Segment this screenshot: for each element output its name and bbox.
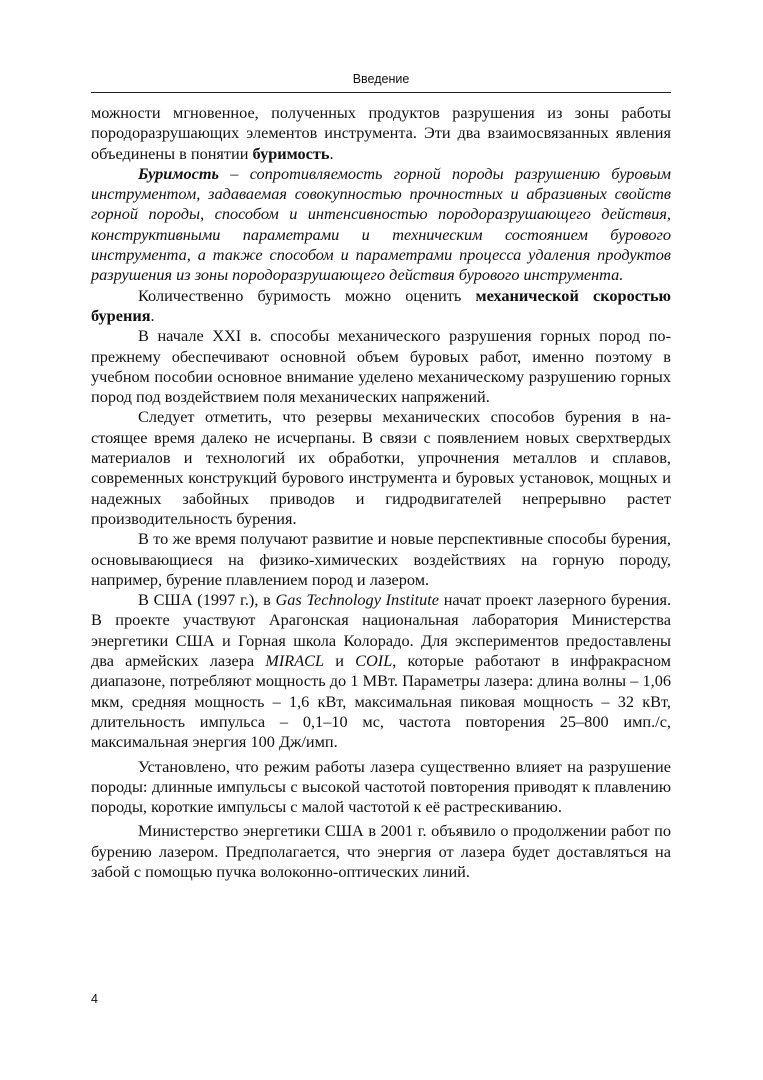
paragraph-3 — [91, 286, 671, 327]
paragraph-7-text-a: В США (1997 г.), в — [138, 590, 276, 610]
page-number: 4 — [91, 992, 98, 1006]
paragraph-6: В то же время получают развитие и новые перспективные способы бурения, основывающиеся на физико-химических воздействиях на горную породу, например, бурение плавлением пород и лазером. — [91, 529, 671, 589]
definition-term: Буримость — [138, 163, 219, 183]
header-rule — [91, 92, 671, 93]
laser-coil: COIL — [355, 651, 393, 671]
paragraph-3-end: . — [150, 305, 155, 325]
body-text — [91, 103, 671, 882]
running-header: Введение — [352, 72, 410, 86]
paragraph-3-text: Количественно буримость можно оценить — [138, 285, 476, 305]
definition-text: – сопротивляемость горной породы разрушению буровым инструментом, задаваемая совокупностью прочностных и абразивных свойств горной породы, способом и интенсивностью породоразрушающего действия, конструктивными параметрами и техническим состоянием бурового инструмента, а также способом и параметрами процесса удаления продуктов разрушения из зоны породоразрушающего действия бурового инструмента. — [91, 163, 671, 285]
paragraph-5: Следует отметить, что резервы механических способов бурения в настоящее время далеко не исчерпаны. В связи с появлением новых сверхтвердых материалов и технологий их обработки, упрочнения металлов и сплавов, современных конструкций бурового инструмента и буровых установок, мощных и надежных забойных приводов и гидродвигателей непрерывно растет производительность бурения. — [91, 407, 671, 528]
term-mechanical-speed-bold: механической скоростью бурения — [91, 285, 671, 325]
laser-miracl: MIRACL — [265, 651, 325, 671]
paragraph-8: Установлено, что режим работы лазера существенно влияет на разрушение породы: длинные импульсы с высокой частотой повторения приводят к плавлению породы, короткие импульсы с малой частотой к её растрескиванию. — [91, 756, 671, 817]
paragraph-7-text-d: , которые работают в инфракрасном диапазоне, потребляют мощность до 1 МВт. Параметры лазера: длина волны – 1,06 мкм, средняя мощность – 1,6 кВт, максимальная пиковая мощность – 32 кВт, длительность импульса – 0,1–10 мс, частота повторения 25–800 имп./с, максимальная энергия 100 Дж/имп. — [91, 651, 671, 752]
definition-paragraph — [91, 164, 671, 286]
institute-name: Gas Technology Institute — [275, 590, 439, 610]
paragraph-7-text-c: и — [324, 651, 356, 671]
paragraph-9: Министерство энергетики США в 2001 г. объявило о продолжении работ по бурению лазером. Предполагается, что энергия от лазера будет доставляться на забой с помощью пучка волоконно-оптических линий. — [91, 821, 671, 881]
paragraph-1-text: можности мгновенное, полученных продуктов разрушения из зоны работы породоразрушающих элементов инструмента. Эти два взаимосвязанных явления объединены в понятии — [91, 103, 671, 163]
paragraph-1-end: . — [329, 143, 334, 163]
paragraph-7 — [91, 590, 671, 752]
paragraph-1 — [91, 103, 671, 164]
paragraph-7-text-b: начат проект лазерного бурения. В проекте участвуют Арагонская национальная лаборатория Министерства энергетики США и Горная школа Колорадо. Для экспериментов предоставлены два армейских лазера — [91, 590, 672, 671]
term-burimost-bold: буримость — [252, 143, 330, 163]
paragraph-4: В начале XXI в. способы механического разрушения горных пород по-прежнему обеспечивают основной объем буровых работ, именно поэтому в учебном пособии основное внимание уделено механическому разрушению горных пород под воздействием поля механических напряжений. — [91, 326, 671, 407]
